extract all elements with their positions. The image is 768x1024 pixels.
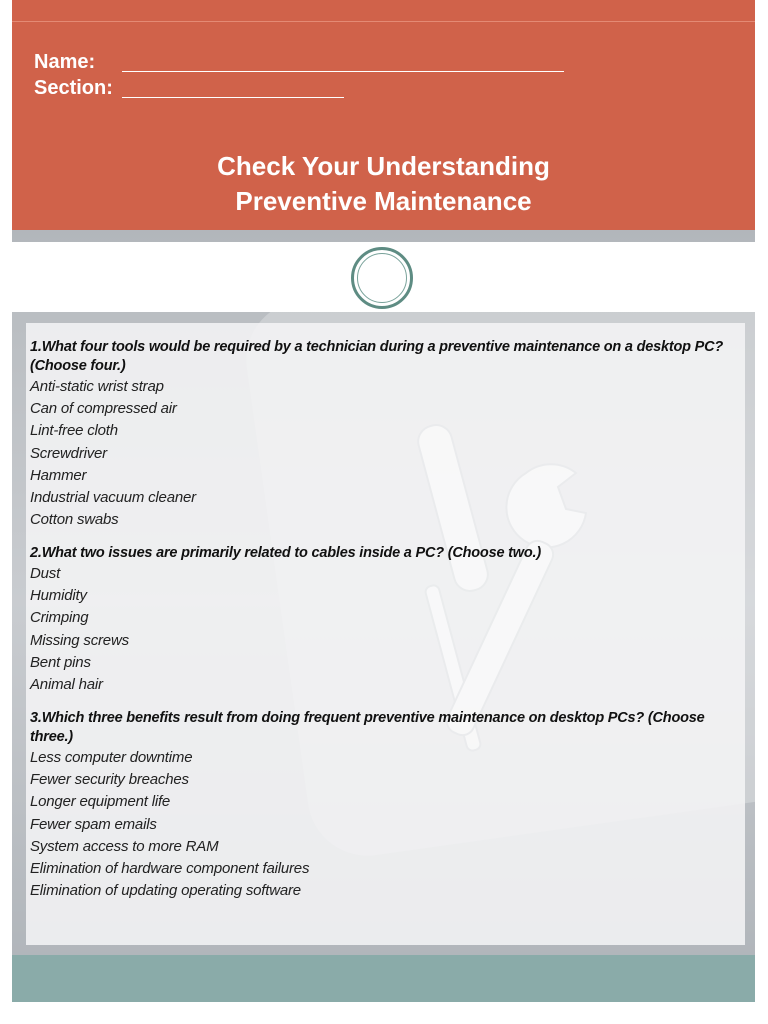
answer-option[interactable]: Less computer downtime — [30, 749, 193, 766]
answer-option[interactable]: Industrial vacuum cleaner — [30, 488, 196, 506]
footer-band — [12, 955, 755, 1002]
answer-option[interactable]: Fewer security breaches — [30, 771, 189, 789]
questions-panel — [26, 323, 745, 945]
section-label: Section: — [34, 77, 113, 99]
question-text: 1.What four tools would be required by a technician during a preventive maintenance on a desktop PC? (Choose four.) — [30, 339, 724, 374]
answer-option[interactable]: Elimination of hardware component failures — [30, 859, 310, 877]
name-label: Name: — [34, 51, 96, 73]
worksheet-frame — [12, 0, 755, 1002]
answer-option[interactable]: Screwdriver — [30, 444, 107, 462]
answer-option[interactable]: Missing screws — [30, 631, 129, 649]
answer-option[interactable]: Humidity — [30, 587, 87, 605]
ring-inner-icon — [357, 253, 407, 303]
answer-option[interactable]: Elimination of updating operating software — [30, 882, 301, 900]
page-subtitle: Preventive Maintenance — [235, 186, 532, 216]
header-banner — [12, 0, 755, 230]
question-block-3 — [30, 709, 735, 902]
answer-option[interactable]: Cotton swabs — [30, 511, 119, 529]
answer-option[interactable]: Longer equipment life — [30, 793, 171, 811]
answer-option[interactable]: Dust — [30, 565, 61, 582]
answer-option[interactable]: Bent pins — [30, 653, 91, 671]
answer-option[interactable]: Can of compressed air — [30, 400, 177, 418]
answer-option[interactable]: Lint-free cloth — [30, 422, 118, 440]
answer-option[interactable]: Hammer — [30, 466, 87, 484]
ring-ornament-icon — [351, 247, 413, 309]
answer-option[interactable]: System access to more RAM — [30, 837, 219, 855]
header-divider — [12, 21, 755, 22]
answer-option[interactable]: Crimping — [30, 609, 89, 627]
page-title: Check Your Understanding — [217, 151, 550, 181]
question-block-2 — [30, 544, 735, 696]
question-block-1 — [30, 338, 735, 531]
answer-option[interactable]: Fewer spam emails — [30, 815, 157, 833]
section-field-line[interactable] — [122, 97, 344, 98]
answer-option[interactable]: Anti-static wrist strap — [30, 378, 164, 395]
name-field-line[interactable] — [122, 71, 564, 72]
question-text: 2.What two issues are primarily related to cables inside a PC? (Choose two.) — [30, 545, 541, 561]
question-text: 3.Which three benefits result from doing frequent preventive maintenance on desktop PCs? (Choose three.) — [30, 710, 705, 745]
answer-option[interactable]: Animal hair — [30, 675, 103, 693]
